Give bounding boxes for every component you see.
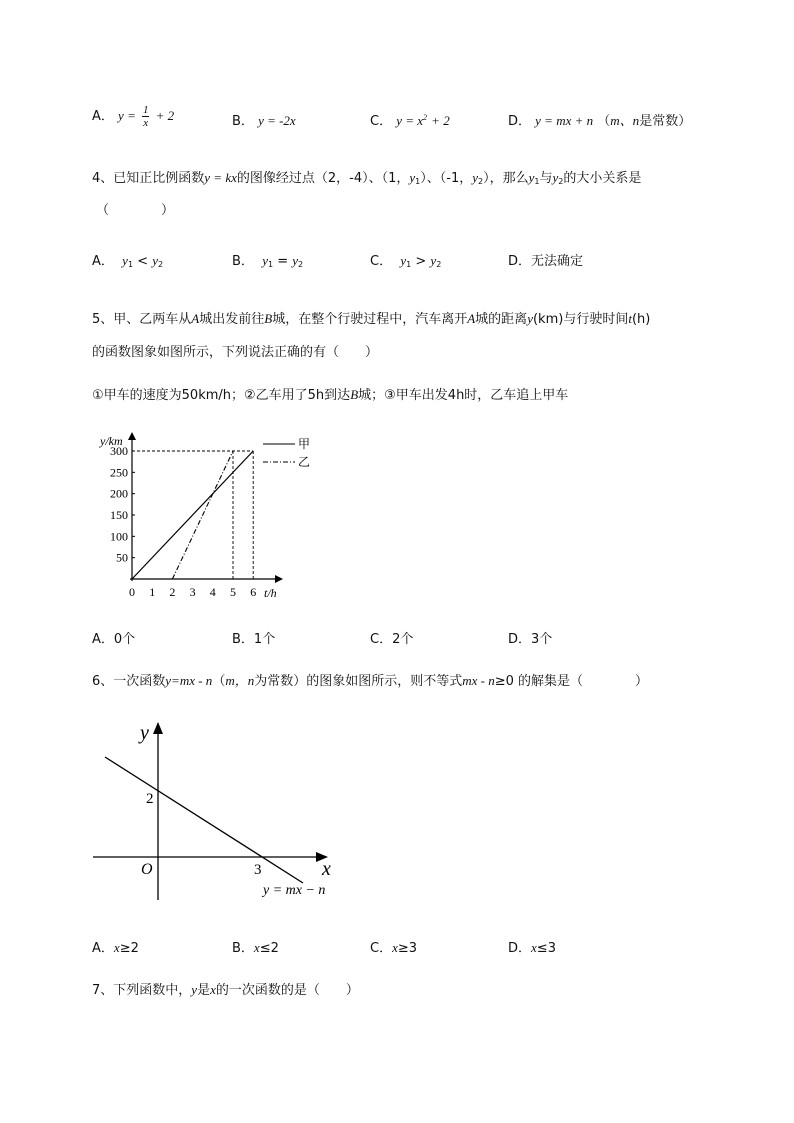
x-tick-label: 2 [169, 585, 176, 599]
x-tick-label: 4 [209, 585, 216, 599]
q3-option-d[interactable]: D． y = mx + n （m、n是常数） [508, 113, 692, 129]
series-line-yi [172, 451, 233, 579]
y-tick-label: 50 [116, 550, 128, 565]
q6-option-c[interactable]: C．x≥3 [370, 940, 418, 956]
q4-option-a[interactable]: A． $y_1 < y_2$ [92, 253, 164, 269]
q5-option-d[interactable]: D．3个 [508, 632, 553, 647]
q4-answer-paren: （ ） [96, 203, 175, 218]
y-tick-label: 200 [110, 486, 128, 501]
series-line-jia [132, 451, 253, 579]
x-tick-label: 3 [189, 585, 196, 599]
x-tick-label: 1 [149, 585, 156, 599]
q6-option-a[interactable]: A．x≥2 [92, 940, 139, 956]
x-axis-arrow-icon [275, 575, 283, 583]
fraction: $\frac{1}{x}$ [142, 104, 149, 129]
y-tick-label: 250 [110, 465, 128, 480]
legend-label-yi: 乙 [298, 455, 311, 469]
q5-option-b[interactable]: B．1个 [232, 632, 276, 647]
y-axis-label: y [140, 722, 149, 744]
y-axis-arrow-icon [153, 722, 163, 734]
q5-option-c[interactable]: C．2个 [370, 632, 414, 647]
origin-label: O [141, 861, 153, 878]
q5-stem-line2: 的函数图象如图所示，下列说法正确的有（ ） [92, 345, 379, 360]
legend-label-jia: 甲 [298, 437, 311, 451]
q6-option-d[interactable]: D．x≤3 [508, 940, 556, 956]
y-tick-label: 300 [110, 444, 128, 458]
x-tick-label: 5 [230, 585, 236, 599]
q4-option-d[interactable]: D．无法确定 [508, 254, 584, 269]
x-tick-label: 6 [250, 585, 257, 599]
y-tick-label: 100 [110, 529, 128, 544]
q6-option-b[interactable]: B．x≤2 [232, 940, 279, 956]
x-tick-label: 0 [129, 585, 135, 599]
y-axis-label: y/km [100, 434, 123, 448]
line-equation-label: y = mx − n [263, 883, 326, 898]
x-intercept-label: 3 [254, 862, 262, 878]
q3-option-b[interactable]: B． y = -2x [232, 113, 296, 129]
q6-stem: 6、一次函数y=mx - n（m，n为常数）的图象如图所示，则不等式mx - n≥0 的解集是（ ） [92, 673, 649, 689]
q3-option-a[interactable]: A． y = $\frac{1}{x}$ + 2 [92, 104, 175, 129]
y-intercept-label: 2 [146, 791, 154, 807]
linear-function-chart [88, 715, 348, 905]
q5-stem-line1: 5、甲、乙两车从A城出发前往B城，在整个行驶过程中，汽车离开A城的距离y(km)与行驶时间t(h) [92, 311, 651, 327]
x-axis-label: t/h [264, 586, 277, 600]
q7-stem: 7、下列函数中，y是x的一次函数的是（ ） [92, 982, 359, 998]
y-axis-arrow-icon [128, 432, 136, 440]
function-line [105, 757, 303, 883]
q4-stem: 4、已知正比例函数y = kx的图像经过点（2，-4）、（1，$y_1$）、（-1，$y_2$），那么$y_1$与$y_2$的大小关系是 [92, 170, 642, 186]
distance-time-chart [90, 425, 330, 605]
q3-option-c[interactable]: C． $y = x^2 + 2$ [370, 113, 450, 129]
q5-option-a[interactable]: A．0个 [92, 632, 136, 647]
q4-option-b[interactable]: B． $y_1 = y_2$ [232, 253, 304, 269]
q5-statements: ①甲车的速度为50km/h；②乙车用了5h到达B城；③甲车出发4h时，乙车追上甲车 [92, 387, 569, 403]
q4-option-c[interactable]: C． $y_1 > y_2$ [370, 253, 442, 269]
x-axis-label: x [322, 858, 331, 880]
y-tick-label: 150 [110, 508, 128, 522]
